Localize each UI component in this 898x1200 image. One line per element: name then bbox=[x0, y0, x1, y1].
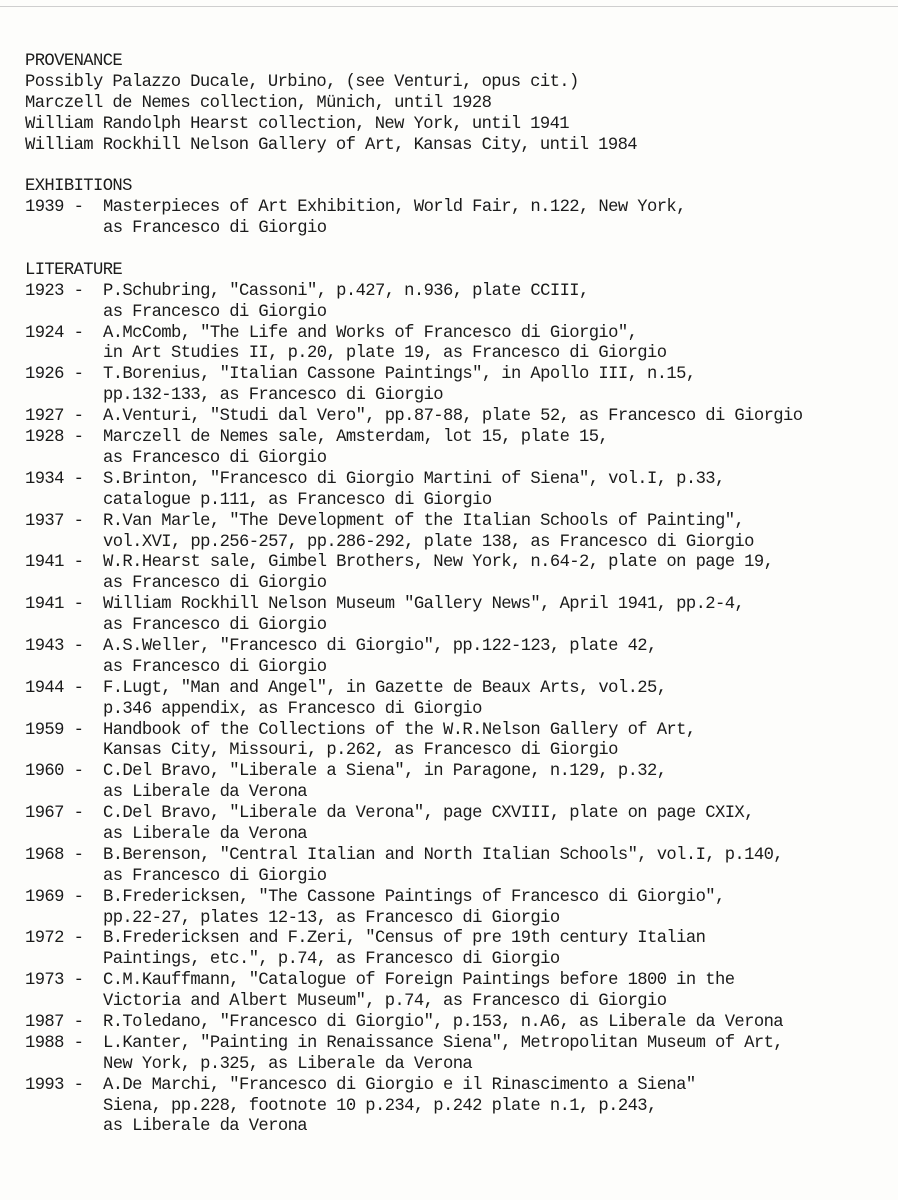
entry-year: 1959 - bbox=[25, 720, 93, 740]
exhibitions-heading: EXHIBITIONS bbox=[25, 177, 132, 197]
entry-line: C.M.Kauffmann, "Catalogue of Foreign Paintings before 1800 in the bbox=[103, 971, 735, 991]
literature-entry bbox=[25, 971, 893, 1013]
entry-line: as Liberale da Verona bbox=[103, 824, 307, 844]
entry-year: 1972 - bbox=[25, 929, 93, 949]
entry-line: as Liberale da Verona bbox=[103, 783, 307, 803]
entry-lines bbox=[103, 721, 893, 763]
entry-lines bbox=[103, 846, 893, 888]
scan-edge-line bbox=[0, 6, 898, 7]
entry-line: T.Borenius, "Italian Cassone Paintings", in Apollo III, n.15, bbox=[103, 365, 696, 385]
literature-entry bbox=[25, 637, 893, 679]
literature-entry bbox=[25, 282, 893, 324]
entry-line: as Francesco di Giorgio bbox=[103, 574, 327, 594]
entry-lines bbox=[103, 637, 893, 679]
entry-line: vol.XVI, pp.256-257, pp.286-292, plate 138, as Francesco di Giorgio bbox=[103, 532, 754, 552]
provenance-line: William Randolph Hearst collection, New York, until 1941 bbox=[25, 114, 569, 134]
entry-year: 1969 - bbox=[25, 887, 93, 907]
provenance-line: Possibly Palazzo Ducale, Urbino, (see Venturi, opus cit.) bbox=[25, 72, 579, 92]
literature-entry bbox=[25, 1013, 893, 1034]
literature-entry bbox=[25, 1034, 893, 1076]
entry-line: F.Lugt, "Man and Angel", in Gazette de Beaux Arts, vol.25, bbox=[103, 678, 667, 698]
entry-line: as Francesco di Giorgio bbox=[103, 616, 327, 636]
entry-line: A.S.Weller, "Francesco di Giorgio", pp.122-123, plate 42, bbox=[103, 636, 657, 656]
entry-year: 1987 - bbox=[25, 1012, 93, 1032]
section-gap bbox=[25, 240, 893, 261]
entry-lines bbox=[103, 971, 893, 1013]
entry-lines bbox=[103, 1013, 893, 1034]
entry-year: 1934 - bbox=[25, 469, 93, 489]
entry-lines bbox=[103, 324, 893, 366]
entry-line: S.Brinton, "Francesco di Giorgio Martini of Siena", vol.I, p.33, bbox=[103, 469, 725, 489]
entry-line: P.Schubring, "Cassoni", p.427, n.936, plate CCIII, bbox=[103, 281, 589, 301]
entry-line: B.Fredericksen, "The Cassone Paintings of Francesco di Giorgio", bbox=[103, 887, 725, 907]
entry-year: 1927 - bbox=[25, 407, 93, 427]
literature-entry bbox=[25, 595, 893, 637]
entry-year: 1941 - bbox=[25, 595, 93, 615]
entry-line: New York, p.325, as Liberale da Verona bbox=[103, 1054, 473, 1074]
literature-entry bbox=[25, 470, 893, 512]
entry-line: A.McComb, "The Life and Works of Francesco di Giorgio", bbox=[103, 323, 638, 343]
literature-entry bbox=[25, 324, 893, 366]
entry-lines bbox=[103, 762, 893, 804]
literature-entry bbox=[25, 428, 893, 470]
entry-year: 1941 - bbox=[25, 553, 93, 573]
entry-year: 1973 - bbox=[25, 971, 93, 991]
entry-line: as Francesco di Giorgio bbox=[103, 866, 327, 886]
literature-entry bbox=[25, 929, 893, 971]
entry-year: 1960 - bbox=[25, 762, 93, 782]
provenance-line: Marczell de Nemes collection, Münich, until 1928 bbox=[25, 93, 492, 113]
entry-lines bbox=[103, 553, 893, 595]
literature-entry bbox=[25, 365, 893, 407]
entry-year: 1993 - bbox=[25, 1075, 93, 1095]
literature-entry bbox=[25, 553, 893, 595]
entry-line: A.Venturi, "Studi dal Vero", pp.87-88, plate 52, as Francesco di Giorgio bbox=[103, 407, 803, 427]
entry-year: 1926 - bbox=[25, 365, 93, 385]
entry-line: Handbook of the Collections of the W.R.Nelson Gallery of Art, bbox=[103, 720, 696, 740]
entry-year: 1943 - bbox=[25, 636, 93, 656]
entry-lines bbox=[103, 929, 893, 971]
entry-line: p.346 appendix, as Francesco di Giorgio bbox=[103, 699, 482, 719]
literature-list bbox=[25, 282, 893, 1139]
entry-line: B.Fredericksen and F.Zeri, "Census of pre 19th century Italian bbox=[103, 929, 706, 949]
entry-year: 1967 - bbox=[25, 804, 93, 824]
entry-line: Paintings, etc.", p.74, as Francesco di Giorgio bbox=[103, 950, 560, 970]
literature-entry bbox=[25, 762, 893, 804]
provenance-line: William Rockhill Nelson Gallery of Art, Kansas City, until 1984 bbox=[25, 135, 637, 155]
literature-entry bbox=[25, 1076, 893, 1139]
entry-lines bbox=[103, 595, 893, 637]
entry-line: Kansas City, Missouri, p.262, as Francesco di Giorgio bbox=[103, 741, 618, 761]
entry-lines bbox=[103, 407, 893, 428]
provenance-section bbox=[25, 73, 893, 157]
entry-line: in Art Studies II, p.20, plate 19, as Francesco di Giorgio bbox=[103, 344, 667, 364]
entry-year: 1937 - bbox=[25, 511, 93, 531]
entry-lines bbox=[103, 428, 893, 470]
entry-line: pp.22-27, plates 12-13, as Francesco di Giorgio bbox=[103, 908, 560, 928]
entry-year: 1944 - bbox=[25, 678, 93, 698]
entry-year: 1988 - bbox=[25, 1033, 93, 1053]
entry-year: 1924 - bbox=[25, 323, 93, 343]
entry-line: as Liberale da Verona bbox=[103, 1117, 307, 1137]
literature-entry bbox=[25, 512, 893, 554]
entry-lines bbox=[103, 679, 893, 721]
entry-line: C.Del Bravo, "Liberale a Siena", in Paragone, n.129, p.32, bbox=[103, 762, 667, 782]
entry-year: 1968 - bbox=[25, 845, 93, 865]
entry-lines bbox=[103, 470, 893, 512]
provenance-heading: PROVENANCE bbox=[25, 52, 123, 71]
literature-entry bbox=[25, 888, 893, 930]
entry-lines bbox=[103, 365, 893, 407]
entry-line: catalogue p.111, as Francesco di Giorgio bbox=[103, 490, 492, 510]
entry-year: 1923 - bbox=[25, 281, 93, 301]
entry-year: 1928 - bbox=[25, 428, 93, 448]
entry-line: as Francesco di Giorgio bbox=[103, 219, 327, 239]
entry-line: Marczell de Nemes sale, Amsterdam, lot 15, plate 15, bbox=[103, 428, 609, 448]
entry-line: Masterpieces of Art Exhibition, World Fair, n.122, New York, bbox=[103, 198, 686, 218]
literature-entry bbox=[25, 679, 893, 721]
literature-heading: LITERATURE bbox=[25, 260, 123, 280]
entry-line: Victoria and Albert Museum", p.74, as Francesco di Giorgio bbox=[103, 992, 667, 1012]
entry-lines bbox=[103, 1076, 893, 1139]
entry-line: pp.132-133, as Francesco di Giorgio bbox=[103, 386, 443, 406]
entry-line: William Rockhill Nelson Museum "Gallery News", April 1941, pp.2-4, bbox=[103, 595, 745, 615]
entry-line: W.R.Hearst sale, Gimbel Brothers, New York, n.64-2, plate on page 19, bbox=[103, 553, 774, 573]
entry-line: B.Berenson, "Central Italian and North Italian Schools", vol.I, p.140, bbox=[103, 845, 783, 865]
entry-lines bbox=[103, 282, 893, 324]
literature-entry bbox=[25, 721, 893, 763]
entry-line: as Francesco di Giorgio bbox=[103, 448, 327, 468]
exhibition-entry bbox=[25, 198, 893, 240]
entry-line: C.Del Bravo, "Liberale da Verona", page CXVIII, plate on page CXIX, bbox=[103, 804, 754, 824]
entry-year: 1939 - bbox=[25, 198, 93, 218]
literature-entry bbox=[25, 846, 893, 888]
entry-line: L.Kanter, "Painting in Renaissance Siena", Metropolitan Museum of Art, bbox=[103, 1033, 783, 1053]
entry-line: as Francesco di Giorgio bbox=[103, 302, 327, 322]
entry-line: as Francesco di Giorgio bbox=[103, 657, 327, 677]
literature-entry bbox=[25, 804, 893, 846]
entry-line: R.Toledano, "Francesco di Giorgio", p.153, n.A6, as Liberale da Verona bbox=[103, 1012, 783, 1032]
literature-entry bbox=[25, 407, 893, 428]
entry-line: R.Van Marle, "The Development of the Italian Schools of Painting", bbox=[103, 511, 745, 531]
entry-lines bbox=[103, 804, 893, 846]
entry-line: Siena, pp.228, footnote 10 p.234, p.242 plate n.1, p.243, bbox=[103, 1096, 657, 1116]
entry-lines bbox=[103, 512, 893, 554]
entry-lines bbox=[103, 1034, 893, 1076]
entry-lines bbox=[103, 888, 893, 930]
section-gap bbox=[25, 156, 893, 177]
document-page bbox=[25, 52, 893, 1138]
entry-line: A.De Marchi, "Francesco di Giorgio e il Rinascimento a Siena" bbox=[103, 1075, 696, 1095]
